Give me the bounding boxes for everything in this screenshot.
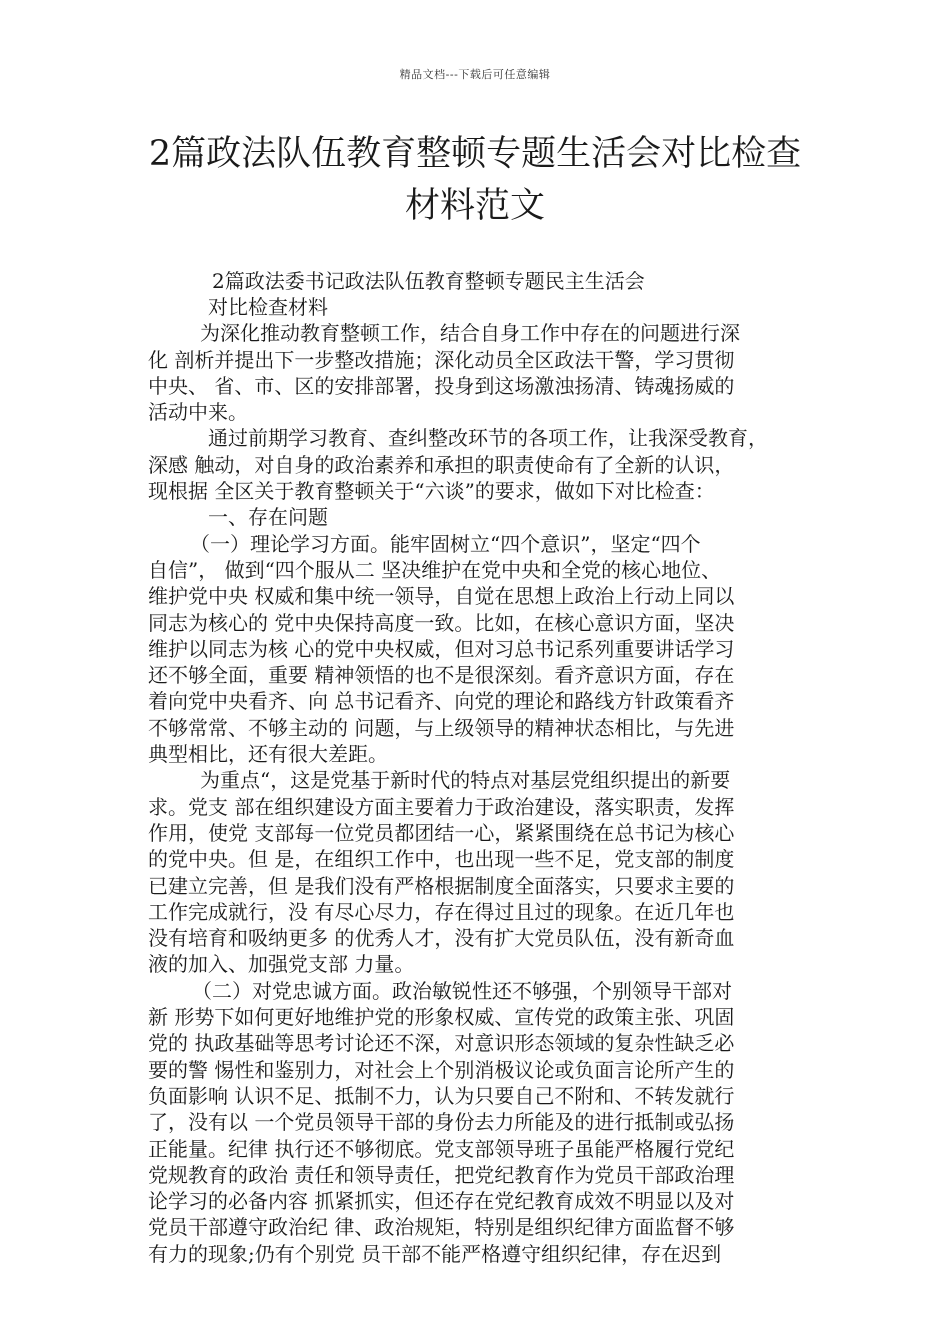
body-line: 作用，使党 支部每一位党员都团结一心，紧紧围绕在总书记为核心: [148, 820, 735, 845]
body-line: 的党中央。但 是，在组织工作中，也出现一些不足，党支部的制度: [148, 847, 735, 872]
body-line: 新 形势下如何更好地维护党的形象权威、宣传党的政策主张、巩固: [148, 1005, 735, 1030]
body-line: 还不够全面，重要 精神领悟的也不是很深刻。看齐意识方面，存在: [148, 663, 735, 688]
body-line: 现根据 全区关于教育整顿关于“六谈”的要求，做如下对比检查：: [148, 479, 715, 504]
document-subtitle: 2篇政法委书记政法队伍教育整顿专题民主生活会: [212, 269, 645, 293]
body-line: 同志为核心的 党中央保持高度一致。比如，在核心意识方面，坚决: [148, 610, 735, 635]
header-note: 精品文档---下载后可任意编辑: [399, 68, 551, 81]
body-line: 维护党中央 权威和集中统一领导，自觉在思想上政治上行动上同以: [148, 584, 735, 609]
title-line: 2篇政法队伍教育整顿专题生活会对比检查: [148, 134, 802, 174]
body-line: 活动中来。: [148, 400, 248, 425]
body-line: 对比检查材料: [208, 295, 328, 319]
body-line: （二）对党忠诚方面。政治敏锐性还不够强，个别领导干部对: [192, 978, 732, 1003]
body-line: 化 剖析并提出下一步整改措施；深化动员全区政法干警，学习贯彻: [148, 347, 735, 372]
body-line: 没有培育和吸纳更多 的优秀人才，没有扩大党员队伍，没有新奇血: [148, 926, 735, 951]
body-line: 通过前期学习教育、查纠整改环节的各项工作，让我深受教育，: [208, 426, 768, 451]
body-line: 党规教育的政治 责任和领导责任，把党纪教育作为党员干部政治理: [148, 1162, 735, 1187]
body-line: （一）理论学习方面。能牢固树立“四个意识”，坚定“四个: [190, 531, 701, 556]
body-line: 党的 执政基础等思考讨论还不深，对意识形态领域的复杂性缺乏必: [148, 1031, 735, 1056]
body-line: 液的加入、加强党支部 力量。: [148, 952, 415, 977]
body-line: 一、存在问题: [208, 505, 328, 530]
body-line: 有力的现象;仍有个别党 员干部不能严格遵守组织纪律，存在迟到: [148, 1241, 722, 1266]
body-line: 求。党支 部在组织建设方面主要着力于政治建设，落实职责，发挥: [148, 794, 735, 819]
body-line: 深感 触动，对自身的政治素养和承担的职责使命有了全新的认识，: [148, 452, 735, 477]
document-body: [148, 294, 828, 1267]
body-line: 了，没有以 一个党员领导干部的身份去力所能及的进行抵制或弘扬: [148, 1110, 735, 1135]
body-line: 中央、 省、市、区的安排部署，投身到这场激浊扬清、铸魂扬威的: [148, 373, 735, 398]
body-line: 党员干部遵守政治纪 律、政治规矩，特别是组织纪律方面监督不够: [148, 1215, 735, 1240]
body-line: 已建立完善，但 是我们没有严格根据制度全面落实，只要求主要的: [148, 873, 735, 898]
body-line: 自信”， 做到“四个服从二 坚决维护在党中央和全党的核心地位、: [148, 557, 722, 582]
body-line: 着向党中央看齐、向 总书记看齐、向党的理论和路线方针政策看齐: [148, 689, 735, 714]
body-line: 正能量。纪律 执行还不够彻底。党支部领导班子虽能严格履行党纪: [148, 1136, 735, 1161]
body-line: 为重点“，这是党基于新时代的特点对基层党组织提出的新要: [200, 768, 731, 793]
body-line: 工作完成就行，没 有尽心尽力，存在得过且过的现象。在近几年也: [148, 899, 735, 924]
body-line: 负面影响 认识不足、抵制不力，认为只要自己不附和、不转发就行: [148, 1083, 735, 1108]
body-line: 典型相比，还有很大差距。: [148, 742, 388, 767]
body-line: 不够常常、不够主动的 问题，与上级领导的精神状态相比，与先进: [148, 715, 735, 740]
body-line: 为深化推动教育整顿工作，结合自身工作中存在的问题进行深: [200, 321, 740, 346]
title-line: 材料范文: [404, 186, 545, 226]
body-line: 论学习的必备内容 抓紧抓实，但还存在党纪教育成效不明显以及对: [148, 1189, 735, 1214]
body-line: 要的警 惕性和鉴别力，对社会上个别消极议论或负面言论所产生的: [148, 1057, 735, 1082]
body-line: 维护以同志为核 心的党中央权威，但对习总书记系列重要讲话学习: [148, 636, 735, 661]
document-title: [120, 128, 830, 232]
